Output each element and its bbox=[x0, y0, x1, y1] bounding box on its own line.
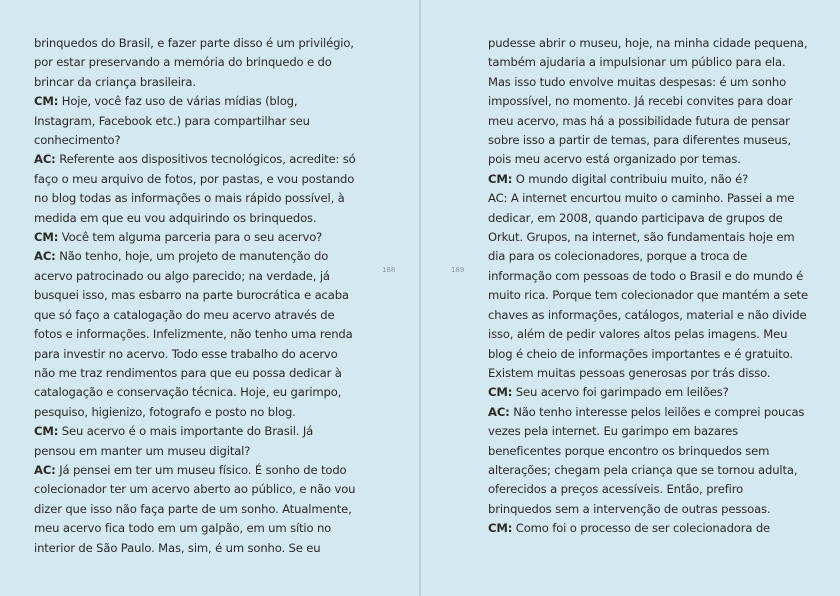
paragraph-text: Não tenho, hoje, um projeto de manutenção do acervo patrocinado ou algo parecido; na verdade, já busquei isso, mas esbarro na parte burocrática e acaba que só faço a catalogação do meu acervo através de fotos e informações. Infelizmente, não tenho uma renda para investir no acervo. Todo esse trabalho do acervo não me traz rendimentos para que eu possa dedicar à catalogação e conservação técnica. Hoje, eu garimpo, pesquiso, higienizo, fotografo e posto no blog. bbox=[34, 249, 353, 419]
speaker-label: CM: bbox=[488, 385, 513, 400]
paragraph-text: Como foi o processo de ser colecionadora de bbox=[512, 521, 771, 536]
paragraph bbox=[34, 150, 356, 228]
paragraph-text: Seu acervo foi garimpado em leilões? bbox=[512, 385, 729, 400]
right-page bbox=[421, 0, 840, 596]
paragraph bbox=[488, 519, 810, 538]
paragraph bbox=[34, 461, 356, 558]
speaker-label: CM: bbox=[488, 171, 513, 186]
speaker-label: CM: bbox=[34, 94, 59, 109]
paragraph bbox=[34, 228, 356, 247]
paragraph-text: Seu acervo é o mais importante do Brasil. Já pensou em manter um museu digital? bbox=[34, 424, 314, 458]
speaker-label: AC: bbox=[34, 462, 56, 477]
paragraph-text: Referente aos dispositivos tecnológicos, acredite: só faço o meu arquivo de fotos, por pastas, e vou postando no blog todas as informações o mais rápido possível, à medida em que eu vou adquirindo os brinquedos. bbox=[34, 152, 356, 225]
speaker-label: CM: bbox=[34, 424, 59, 439]
paragraph-text: Já pensei em ter um museu físico. É sonho de todo colecionador ter um acervo aberto ao público, e não vou dizer que isso não faça parte de um sonho. Atualmente, meu acervo fica todo em um galpão, em um sítio no interior de São Paulo. Mas, sim, é um sonho. Se eu bbox=[34, 462, 356, 555]
paragraph bbox=[488, 170, 810, 189]
paragraph-text: pudesse abrir o museu, hoje, na minha cidade pequena, também ajudaria a impulsionar um público para ela. Mas isso tudo envolve muitas despesas: é um sonho impossível, no momento. Já recebi convites para doar meu acervo, mas há a possibilidade futura de pensar sobre isso a partir de temas, para diferentes museus, pois meu acervo está organizado por temas. bbox=[488, 36, 808, 167]
paragraph bbox=[34, 34, 356, 92]
paragraph bbox=[488, 34, 810, 170]
speaker-label: AC: bbox=[488, 404, 510, 419]
page-number: 189 bbox=[451, 266, 465, 274]
paragraph-text: AC: A internet encurtou muito o caminho. Passei a me dedicar, em 2008, quando participava de grupos de Orkut. Grupos, na internet, são fundamentais hoje em dia para os colecionadores, porque a troca de informação com pessoas de todo o Brasil e do mundo é muito rica. Porque tem colecionador que mantém a sete chaves as informações, catálogos, material e não divide isso, além de pedir valores altos pelas imagens. Meu blog é cheio de informações importantes e é gratuito. Existem muitas pessoas generosas por trás disso. bbox=[488, 191, 808, 380]
left-page-text bbox=[34, 34, 356, 558]
speaker-label: AC: bbox=[34, 152, 56, 167]
paragraph bbox=[34, 422, 356, 461]
paragraph bbox=[34, 92, 356, 150]
paragraph-text: Você tem alguma parceria para o seu acervo? bbox=[58, 230, 323, 245]
speaker-label: CM: bbox=[488, 521, 513, 536]
paragraph-text: O mundo digital contribuiu muito, não é? bbox=[512, 171, 749, 186]
paragraph bbox=[488, 403, 810, 519]
paragraph bbox=[34, 247, 356, 422]
paragraph bbox=[488, 189, 810, 383]
left-page bbox=[0, 0, 419, 596]
paragraph bbox=[488, 383, 810, 402]
speaker-label: AC: bbox=[34, 249, 56, 264]
right-page-text bbox=[488, 34, 810, 539]
paragraph-text: brinquedos do Brasil, e fazer parte disso é um privilégio, por estar preservando a memória do brinquedo e do brincar da criança brasileira. bbox=[34, 36, 354, 89]
speaker-label: CM: bbox=[34, 230, 59, 245]
paragraph-text: Não tenho interesse pelos leilões e comprei poucas vezes pela internet. Eu garimpo em bazares beneficentes porque encontro os brinquedos sem alterações; chegam pela criança que se tornou adulta, oferecidos a preços acessíveis. Então, prefiro brinquedos sem a intervenção de outras pessoas. bbox=[488, 404, 805, 516]
paragraph-text: Hoje, você faz uso de várias mídias (blog, Instagram, Facebook etc.) para compartilhar seu conhecimento? bbox=[34, 94, 310, 148]
page-number: 188 bbox=[382, 266, 396, 274]
